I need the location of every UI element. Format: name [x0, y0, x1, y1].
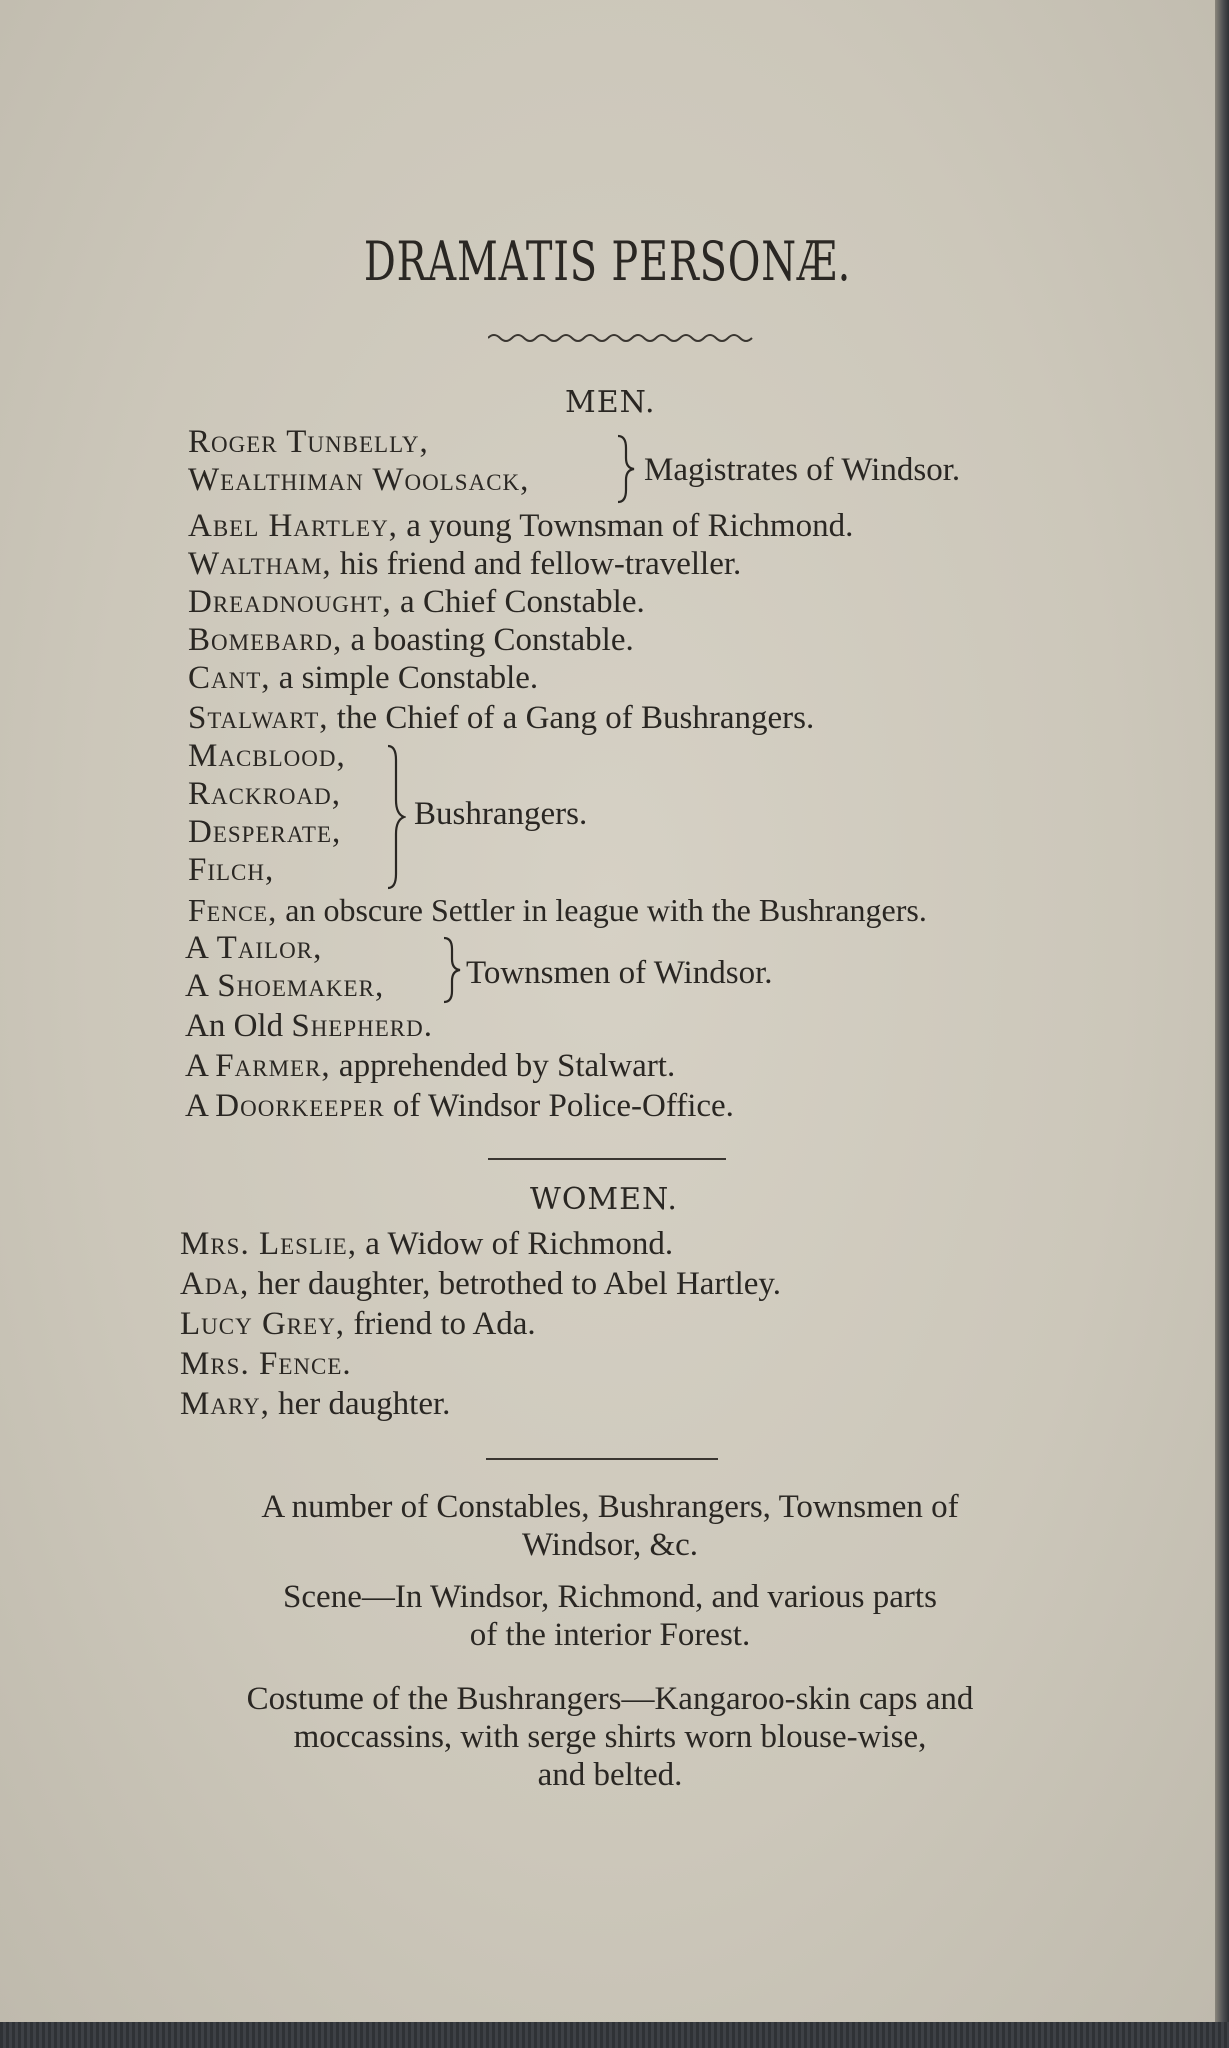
brace-icon [440, 936, 462, 1004]
ornamental-wave-divider [488, 330, 758, 346]
cast-line: Fence, an obscure Settler in league with the Bushrangers. [188, 892, 927, 928]
cast-line: A Farmer, apprehended by Stalwart. [185, 1048, 676, 1084]
cast-role: Bushrangers. [414, 796, 588, 832]
scene-note: Scene—In Windsor, Richmond, and various parts of the interior Forest. [283, 1579, 937, 1653]
cast-name: Filch, [188, 852, 275, 888]
cast-role: Townsmen of Windsor. [466, 955, 773, 991]
cast-line: Waltham, his friend and fellow-traveller. [188, 546, 742, 582]
cast-line: Dreadnought, a Chief Constable. [188, 584, 645, 620]
cast-line: Mrs. Leslie, a Widow of Richmond. [180, 1226, 674, 1262]
costume-note: Costume of the Bushrangers—Kangaroo-skin caps and moccassins, with serge shirts worn blouse-wise, and belted. [246, 1681, 974, 1793]
page-title: DRAMATIS PERSONÆ. [363, 230, 852, 293]
women-heading: WOMEN. [530, 1182, 678, 1217]
cast-line: Abel Hartley, a young Townsman of Richmond. [188, 508, 854, 544]
extras-note: A number of Constables, Bushrangers, Townsmen of Windsor, &c. [261, 1489, 959, 1563]
book-cover-edge-bottom [0, 2022, 1229, 2048]
cast-line: An Old Shepherd. [185, 1008, 433, 1044]
section-divider [488, 1158, 726, 1160]
cast-name: Wealthiman Woolsack, [188, 462, 530, 498]
section-divider [486, 1458, 718, 1460]
cast-name: Roger Tunbelly, [188, 424, 429, 460]
cast-name: Macblood, [188, 738, 346, 774]
cast-line: Ada, her daughter, betrothed to Abel Hartley. [180, 1266, 782, 1302]
cast-line: A Doorkeeper of Windsor Police-Office. [185, 1088, 734, 1124]
cast-line: Lucy Grey, friend to Ada. [180, 1306, 536, 1342]
cast-name: A Tailor, [185, 930, 323, 966]
cast-role: Magistrates of Windsor. [644, 452, 961, 488]
cast-line: Cant, a simple Constable. [188, 660, 539, 696]
cast-name: Desperate, [188, 814, 342, 850]
book-edge-right [1215, 0, 1229, 2048]
cast-line: Mrs. Fence. [180, 1346, 352, 1382]
cast-line: Bomebard, a boasting Constable. [188, 622, 634, 658]
cast-line: Stalwart, the Chief of a Gang of Bushrangers. [188, 700, 815, 736]
cast-name: A Shoemaker, [185, 968, 385, 1004]
brace-icon [614, 434, 636, 504]
cast-name: Rackroad, [188, 776, 341, 812]
men-heading: MEN. [565, 385, 656, 420]
brace-icon [384, 744, 406, 890]
cast-line: Mary, her daughter. [180, 1386, 451, 1422]
